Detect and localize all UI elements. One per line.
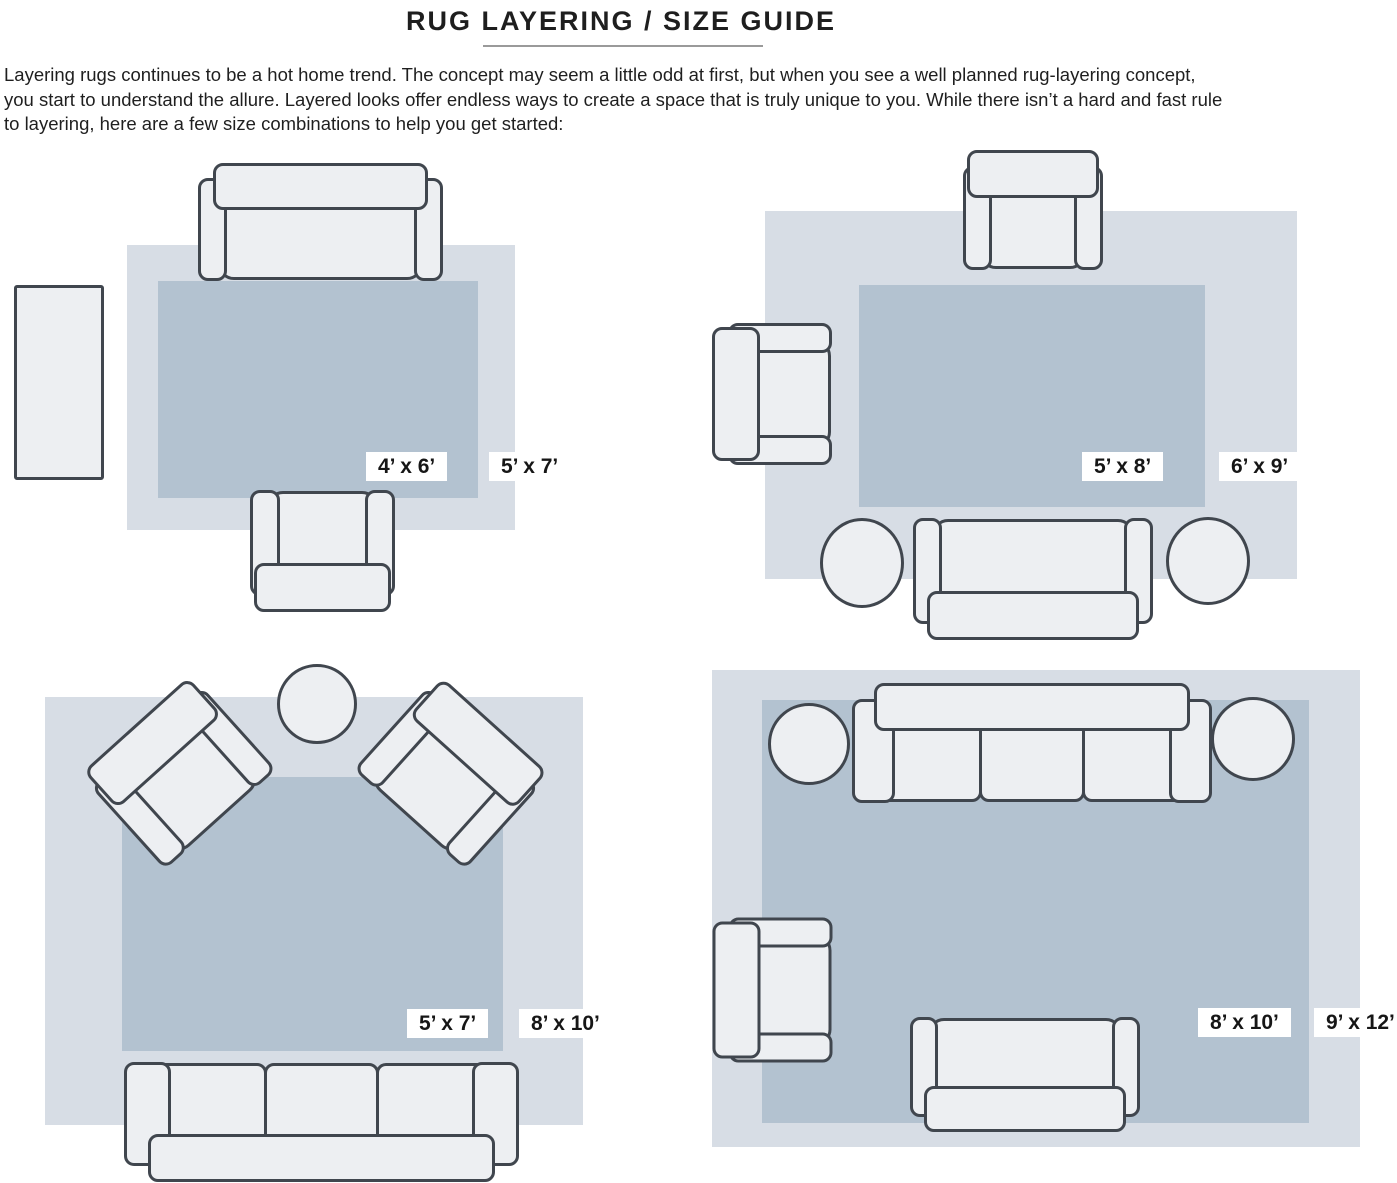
outer-rug-size-label: 8’ x 10’ — [519, 1009, 612, 1038]
armchair-backrest — [967, 150, 1099, 198]
intro-paragraph — [4, 63, 1396, 137]
intro-line-2: you start to understand the allure. Layered looks offer endless ways to create a space that is truly unique to you. While there isn’t a hard and fast rule — [4, 88, 1223, 110]
outer-rug-size-label: 9’ x 12’ — [1314, 1008, 1397, 1037]
sofa-backrest — [213, 163, 429, 210]
round-table — [277, 664, 357, 744]
armchair-backrest — [712, 327, 760, 461]
armchair-backrest — [713, 922, 761, 1058]
round-table-right — [1166, 517, 1250, 605]
loveseat-backrest — [924, 1086, 1126, 1132]
sofa-backrest — [874, 683, 1191, 731]
intro-line-3: to layering, here are a few size combinations to help you get started: — [4, 113, 564, 134]
console-table — [14, 285, 104, 480]
armchair-top — [963, 150, 1103, 270]
outer-rug-size-label: 6’ x 9’ — [1219, 452, 1300, 481]
three-seat-sofa — [124, 1062, 519, 1182]
title-underline — [483, 45, 763, 47]
armchair-left — [713, 918, 833, 1063]
sofa — [198, 163, 443, 281]
outer-rug-size-label: 5’ x 7’ — [489, 452, 570, 481]
intro-line-1: Layering rugs continues to be a hot home trend. The concept may seem a little odd at first, but when you see a well planned rug-layering concept, — [4, 64, 1196, 85]
armchair-backrest — [254, 563, 390, 612]
header — [0, 6, 1242, 37]
inner-rug-size-label: 4’ x 6’ — [366, 452, 447, 481]
page-title: RUG LAYERING / SIZE GUIDE — [405, 6, 837, 36]
round-table-left — [768, 703, 850, 785]
inner-rug-size-label: 5’ x 8’ — [1082, 452, 1163, 481]
sofa-backrest — [148, 1134, 496, 1182]
armchair — [250, 490, 395, 612]
inner-rug-size-label: 5’ x 7’ — [407, 1009, 488, 1038]
round-table-left — [820, 518, 904, 608]
round-table-right — [1211, 697, 1295, 781]
inner-rug-size-label: 8’ x 10’ — [1198, 1008, 1291, 1037]
sofa-backrest — [927, 591, 1138, 640]
three-seat-sofa — [852, 683, 1212, 803]
sofa — [913, 518, 1153, 640]
loveseat — [910, 1017, 1140, 1132]
armchair-left — [712, 323, 832, 465]
